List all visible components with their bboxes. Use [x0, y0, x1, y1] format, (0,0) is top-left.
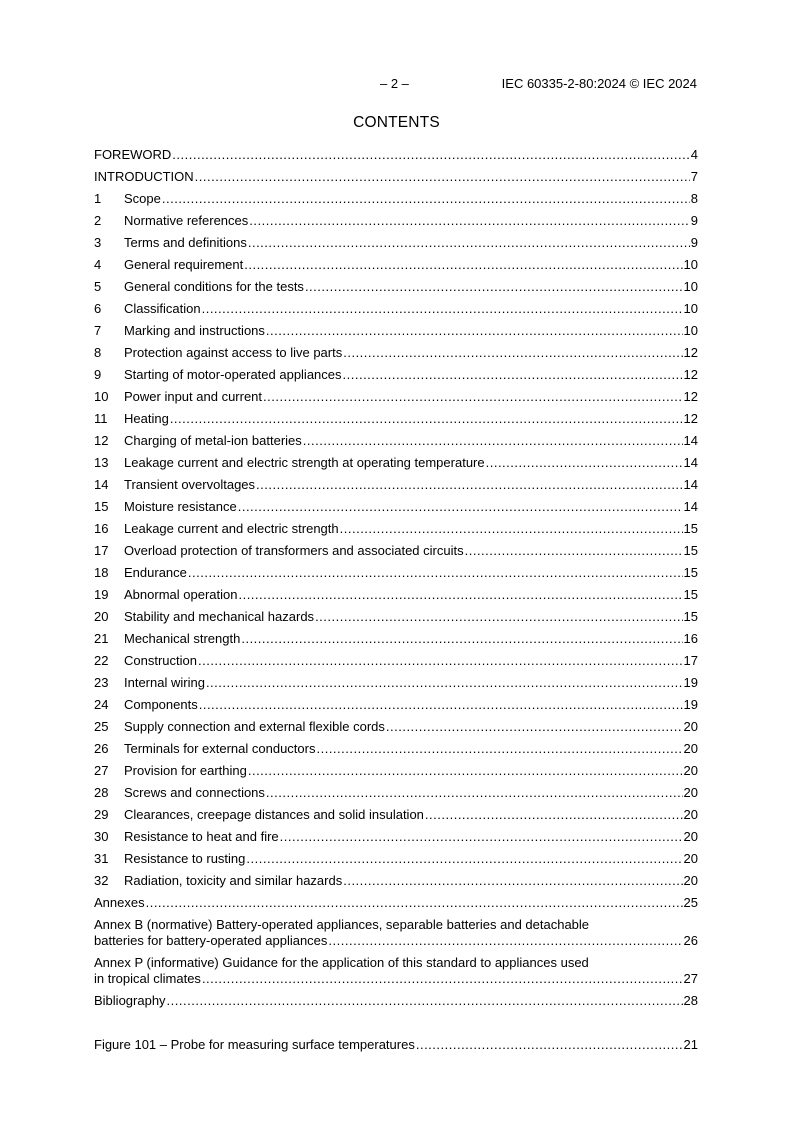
dot-leader [340, 518, 683, 540]
dot-leader [188, 562, 683, 584]
toc-entry-label: Protection against access to live parts [124, 345, 343, 360]
dot-leader [167, 990, 683, 1012]
toc-entry-label: Construction [124, 653, 197, 668]
toc-entry-number: 16 [94, 521, 109, 536]
toc-entry-clause-2[interactable] [94, 210, 698, 232]
toc-entry-page: 14 [683, 455, 698, 470]
toc-entry-page: 28 [683, 993, 698, 1008]
toc-entry-number: 5 [94, 279, 102, 294]
toc-entry-label: Transient overvoltages [124, 477, 256, 492]
toc-entry-number: 11 [94, 411, 108, 426]
toc-entry-clause-24[interactable] [94, 694, 698, 716]
toc-entry-label: Power input and current [124, 389, 263, 404]
toc-entry-page: 12 [683, 345, 698, 360]
toc-entry-page: 20 [683, 741, 698, 756]
toc-entry-clause-14[interactable] [94, 474, 698, 496]
dot-leader [238, 584, 682, 606]
toc-entry-page: 14 [683, 477, 698, 492]
toc-entry-page: 10 [683, 323, 698, 338]
dot-leader [202, 971, 683, 987]
toc-entry-label: Moisture resistance [124, 499, 237, 514]
toc-entry-label: Screws and connections [124, 785, 265, 800]
toc-entry-page: 15 [683, 587, 698, 602]
page-number: – 2 – [380, 76, 409, 91]
toc-entry-page: 20 [683, 807, 698, 822]
annex-b-title-line1: Annex B (normative) Battery-operated appliances, separable batteries and detachable [94, 917, 590, 932]
toc-entry-number: 9 [94, 367, 102, 382]
toc-entry-page: 20 [683, 851, 698, 866]
toc-entry-clause-7[interactable] [94, 320, 698, 342]
dot-leader [238, 496, 683, 518]
toc-entry-clause-13[interactable] [94, 452, 698, 474]
toc-entry-page: 9 [690, 235, 698, 250]
dot-leader [305, 276, 683, 298]
toc-entry-page: 17 [683, 653, 698, 668]
toc-entry-number: 21 [94, 631, 109, 646]
toc-entry-label: Scope [124, 191, 161, 206]
toc-entry-clause-32[interactable] [94, 870, 698, 892]
toc-entry-page: 12 [683, 411, 698, 426]
toc-entry-clause-15[interactable] [94, 496, 698, 518]
toc-entry-page: 12 [683, 367, 698, 382]
toc-entry-label: Resistance to heat and fire [124, 829, 279, 844]
toc-entry-page: 20 [683, 763, 698, 778]
toc-entry-label: Components [124, 697, 198, 712]
toc-entry-label: General requirement [124, 257, 244, 272]
toc-entry-label: FOREWORD [94, 147, 172, 162]
dot-leader [425, 804, 683, 826]
toc-entry-page: 15 [683, 565, 698, 580]
toc-entry-clause-18[interactable] [94, 562, 698, 584]
toc-entry-label: Starting of motor-operated appliances [124, 367, 342, 382]
toc-entry-clause-5[interactable] [94, 276, 698, 298]
toc-entry-number: 3 [94, 235, 102, 250]
dot-leader [244, 254, 682, 276]
dot-leader [266, 320, 683, 342]
dot-leader [206, 672, 683, 694]
toc-entry-page: 9 [690, 213, 698, 228]
toc-entry-clause-1[interactable] [94, 188, 698, 210]
clause-list [94, 188, 698, 892]
toc-entry-label: Provision for earthing [124, 763, 247, 778]
toc-entry-page: 8 [690, 191, 698, 206]
dot-leader [263, 386, 683, 408]
toc-entry-page: 12 [683, 389, 698, 404]
toc-entry-number: 7 [94, 323, 102, 338]
toc-entry-clause-10[interactable] [94, 386, 698, 408]
toc-entry-number: 14 [94, 477, 109, 492]
toc-entry-clause-12[interactable] [94, 430, 698, 452]
dot-leader [343, 342, 682, 364]
toc-entry-number: 8 [94, 345, 102, 360]
toc-entry-label: Terminals for external conductors [124, 741, 316, 756]
dot-leader [256, 474, 683, 496]
toc-entry-clause-25[interactable] [94, 716, 698, 738]
toc-entry-label: INTRODUCTION [94, 169, 194, 184]
toc-entry-number: 26 [94, 741, 109, 756]
toc-entry-annex-p[interactable] [94, 952, 698, 990]
dot-leader [199, 694, 683, 716]
toc-entry-bibliography[interactable] [94, 990, 698, 1012]
toc-entry-clause-20[interactable] [94, 606, 698, 628]
dot-leader [249, 210, 689, 232]
dot-leader [465, 540, 683, 562]
toc-entry-label: Abnormal operation [124, 587, 238, 602]
toc-entry-clause-27[interactable] [94, 760, 698, 782]
toc-entry-clause-11[interactable] [94, 408, 698, 430]
contents-title: CONTENTS [353, 114, 440, 131]
toc-entry-page: 20 [683, 829, 698, 844]
dot-leader [316, 738, 682, 760]
toc-entry-number: 17 [94, 543, 109, 558]
toc-entry-number: 1 [94, 191, 102, 206]
document-reference: IEC 60335-2-80:2024 © IEC 2024 [501, 76, 697, 91]
dot-leader [303, 430, 683, 452]
annex-b-title-line2: batteries for battery-operated appliances [94, 933, 328, 948]
toc-entry-annexes[interactable] [94, 892, 698, 914]
toc-entry-number: 15 [94, 499, 109, 514]
toc-entry-page: 16 [683, 631, 698, 646]
toc-entry-page: 27 [683, 971, 698, 986]
toc-entry-number: 29 [94, 807, 109, 822]
toc-entry-page: 26 [683, 933, 698, 948]
toc-entry-label: Annexes [94, 895, 145, 910]
toc-entry-number: 27 [94, 763, 109, 778]
dot-leader [248, 232, 690, 254]
dot-leader [202, 298, 683, 320]
toc-entry-number: 13 [94, 455, 109, 470]
annex-p-title-line1: Annex P (informative) Guidance for the application of this standard to appliances used [94, 955, 589, 970]
toc-entry-label: Overload protection of transformers and associated circuits [124, 543, 464, 558]
dot-leader [266, 782, 683, 804]
toc-entry-number: 32 [94, 873, 109, 888]
dot-leader [172, 144, 689, 166]
toc-entry-annex-b[interactable] [94, 914, 698, 952]
dot-leader [343, 870, 682, 892]
toc-entry-number: 22 [94, 653, 109, 668]
toc-entry-number: 2 [94, 213, 102, 228]
dot-leader [280, 826, 683, 848]
toc-entry-label: Charging of metal-ion batteries [124, 433, 302, 448]
annex-p-title-line2: in tropical climates [94, 971, 201, 986]
dot-leader [386, 716, 683, 738]
toc-entry-label: Heating [124, 411, 169, 426]
toc-entry-label: Leakage current and electric strength at operating temperature [124, 455, 485, 470]
dot-leader [195, 166, 690, 188]
toc-entry-page: 25 [683, 895, 698, 910]
toc-entry-label: Classification [124, 301, 201, 316]
toc-entry-clause-29[interactable] [94, 804, 698, 826]
toc-entry-number: 12 [94, 433, 109, 448]
toc-entry-number: 28 [94, 785, 109, 800]
toc-entry-number: 20 [94, 609, 109, 624]
dot-leader [416, 1034, 683, 1056]
toc-entry-page: 15 [683, 521, 698, 536]
toc-entry-clause-9[interactable] [94, 364, 698, 386]
toc-entry-clause-6[interactable] [94, 298, 698, 320]
toc-entry-clause-16[interactable] [94, 518, 698, 540]
toc-entry-page: 15 [683, 609, 698, 624]
dot-leader [486, 452, 683, 474]
toc-entry-page: 21 [683, 1037, 698, 1052]
toc-entry-label: Radiation, toxicity and similar hazards [124, 873, 343, 888]
toc-entry-page: 10 [683, 301, 698, 316]
toc-entry-number: 19 [94, 587, 109, 602]
dot-leader [162, 188, 690, 210]
toc-entry-label: Endurance [124, 565, 187, 580]
toc-entry-number: 23 [94, 675, 109, 690]
toc-entry-label: Terms and definitions [124, 235, 247, 250]
toc-entry-number: 18 [94, 565, 109, 580]
toc-entry-label: General conditions for the tests [124, 279, 304, 294]
toc-entry-clause-17[interactable] [94, 540, 698, 562]
toc-entry-page: 20 [683, 873, 698, 888]
toc-entry-clause-4[interactable] [94, 254, 698, 276]
toc-entry-number: 24 [94, 697, 109, 712]
toc-entry-label: Internal wiring [124, 675, 205, 690]
toc-entry-clause-31[interactable] [94, 848, 698, 870]
toc-entry-label: Normative references [124, 213, 249, 228]
dot-leader [241, 628, 682, 650]
toc-entry-page: 7 [690, 169, 698, 184]
section-gap [94, 1012, 698, 1034]
toc-entry-clause-22[interactable] [94, 650, 698, 672]
toc-entry-page: 19 [683, 697, 698, 712]
dot-leader [198, 650, 683, 672]
toc-entry-page: 4 [690, 147, 698, 162]
toc-entry-page: 19 [683, 675, 698, 690]
dot-leader [248, 760, 683, 782]
toc-entry-figure-101[interactable] [94, 1034, 698, 1056]
toc-entry-page: 14 [683, 499, 698, 514]
toc-entry-number: 6 [94, 301, 102, 316]
toc-entry-label: Bibliography [94, 993, 166, 1008]
dot-leader [343, 364, 683, 386]
toc-entry-number: 31 [94, 851, 109, 866]
toc-entry-label: Stability and mechanical hazards [124, 609, 315, 624]
dot-leader [315, 606, 682, 628]
dot-leader [246, 848, 682, 870]
toc-entry-label: Figure 101 – Probe for measuring surface temperatures [94, 1037, 415, 1052]
toc-entry-page: 15 [683, 543, 698, 558]
toc-entry-page: 10 [683, 279, 698, 294]
toc-entry-clause-26[interactable] [94, 738, 698, 760]
dot-leader [146, 892, 683, 914]
toc-entry-label: Marking and instructions [124, 323, 265, 338]
toc-entry-number: 10 [94, 389, 109, 404]
toc-entry-label: Mechanical strength [124, 631, 241, 646]
toc-entry-number: 25 [94, 719, 109, 734]
toc-entry-number: 4 [94, 257, 102, 272]
table-of-contents [94, 144, 698, 1056]
toc-entry-clause-21[interactable] [94, 628, 698, 650]
toc-entry-clause-19[interactable] [94, 584, 698, 606]
toc-entry-foreword[interactable] [94, 144, 698, 166]
toc-entry-label: Clearances, creepage distances and solid insulation [124, 807, 424, 822]
toc-entry-clause-8[interactable] [94, 342, 698, 364]
toc-entry-page: 20 [683, 785, 698, 800]
toc-entry-page: 10 [683, 257, 698, 272]
toc-entry-page: 14 [683, 433, 698, 448]
toc-entry-clause-3[interactable] [94, 232, 698, 254]
toc-entry-label: Supply connection and external flexible cords [124, 719, 385, 734]
toc-entry-clause-30[interactable] [94, 826, 698, 848]
toc-entry-clause-28[interactable] [94, 782, 698, 804]
dot-leader [328, 933, 682, 949]
dot-leader [170, 408, 683, 430]
toc-entry-number: 30 [94, 829, 109, 844]
toc-entry-introduction[interactable] [94, 166, 698, 188]
toc-entry-page: 20 [683, 719, 698, 734]
toc-entry-label: Leakage current and electric strength [124, 521, 339, 536]
toc-entry-label: Resistance to rusting [124, 851, 246, 866]
toc-entry-clause-23[interactable] [94, 672, 698, 694]
